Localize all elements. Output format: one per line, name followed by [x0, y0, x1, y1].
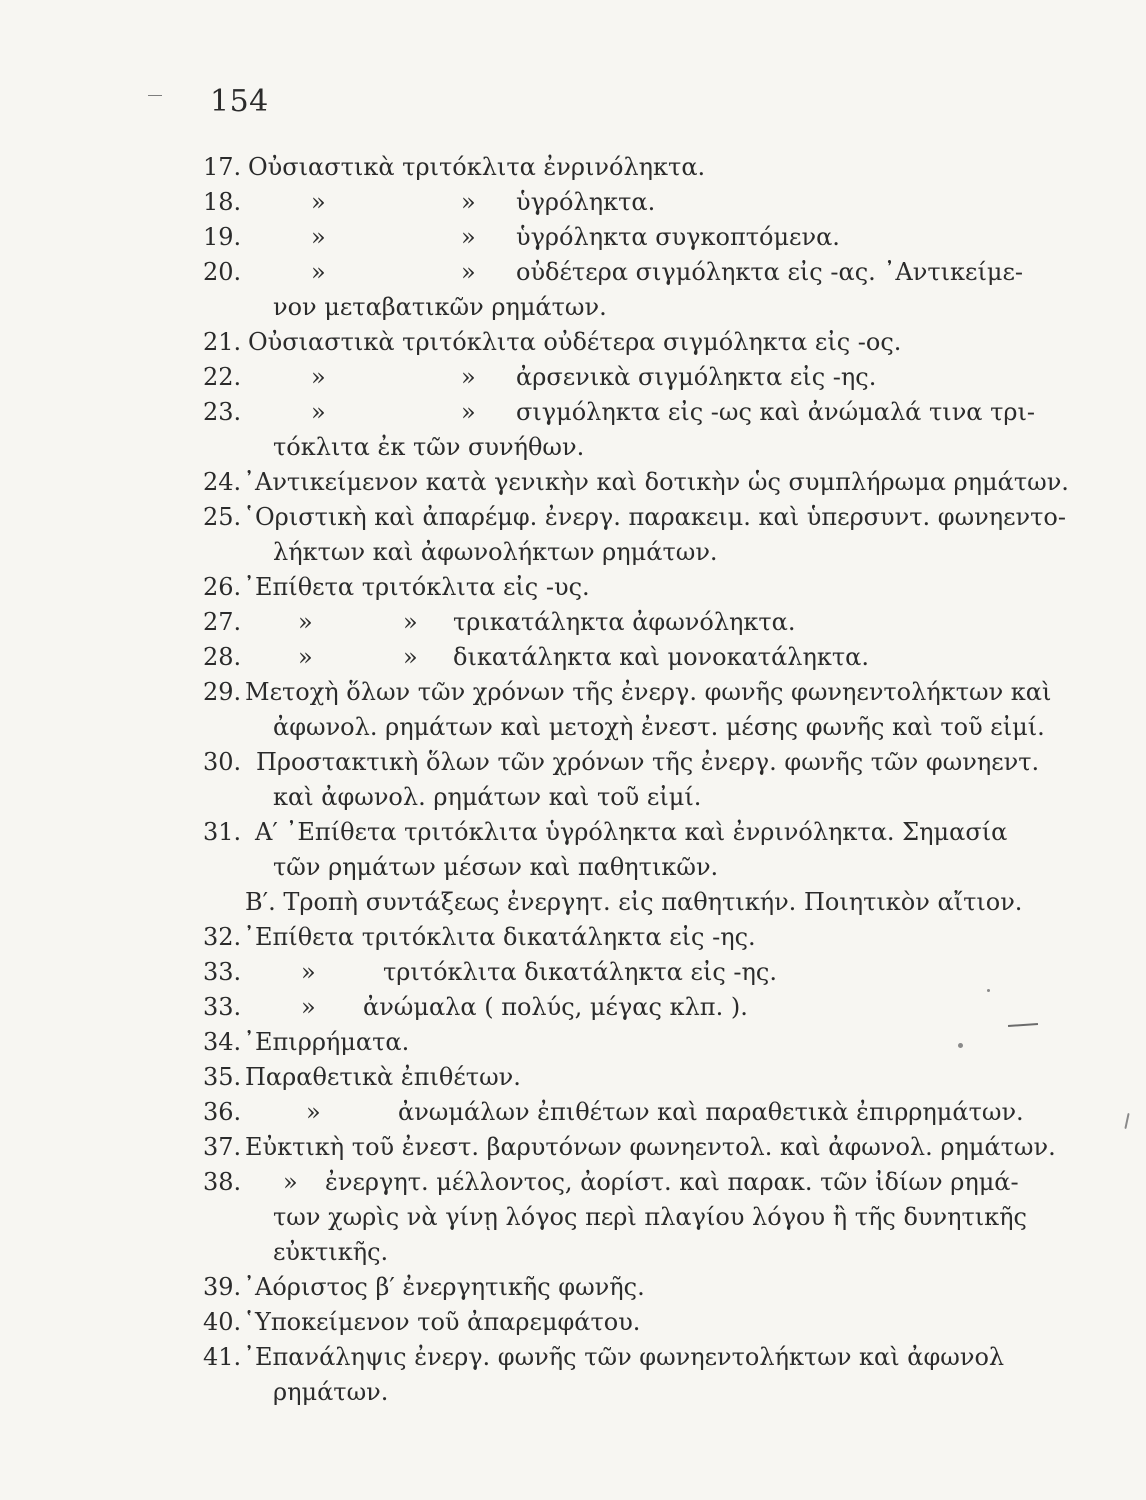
entry-text: σιγμόληκτα εἰς -ως καὶ ἀνώμαλά τινα τρι-	[516, 398, 1036, 426]
entry-23-continuation	[203, 430, 1083, 465]
entry-text: δικατάληκτα καὶ μονοκατάληκτα.	[453, 643, 869, 671]
entry-number: 21.	[203, 328, 242, 356]
entry-19	[203, 220, 1083, 255]
entry-text: ἀρσενικὰ σιγμόληκτα εἰς -ης.	[516, 363, 877, 391]
entry-number: 27.	[203, 608, 242, 636]
entry-number: 17.	[203, 153, 242, 181]
entry-text: ῾Οριστικὴ καὶ ἀπαρέμφ. ἐνεργ. παρακειμ. καὶ ὑπερσυντ. φωνηεντο-	[243, 503, 1066, 531]
entry-23	[203, 395, 1083, 430]
entry-number: 35.	[203, 1063, 242, 1091]
entry-17	[203, 150, 1083, 185]
ditto-mark: »	[298, 608, 313, 636]
entry-number: 22.	[203, 363, 242, 391]
entry-continuation: καὶ ἀφωνολ. ρημάτων καὶ τοῦ εἰμί.	[273, 783, 702, 811]
entry-text: ῾Υποκείμενον τοῦ ἀπαρεμφάτου.	[243, 1308, 641, 1336]
entry-number: 40.	[203, 1308, 242, 1336]
entry-20-continuation	[203, 290, 1083, 325]
entry-continuation: νον μεταβατικῶν ρημάτων.	[273, 293, 607, 321]
page-number: 154	[210, 84, 269, 119]
entry-number: 28.	[203, 643, 242, 671]
ditto-mark: »	[461, 188, 476, 216]
entry-text: ὑγρόληκτα.	[516, 188, 656, 216]
ditto-mark: »	[298, 643, 313, 671]
entry-text: Προστακτικὴ ὅλων τῶν χρόνων τῆς ἐνεργ. φωνῆς τῶν φωνηεντ.	[256, 748, 1040, 776]
entry-text: Α′ ᾿Επίθετα τριτόκλιτα ὑγρόληκτα καὶ ἐνρινόληκτα. Σημασία	[255, 818, 1008, 846]
entry-number: 38.	[203, 1168, 242, 1196]
entry-text: Οὐσιαστικὰ τριτόκλιτα ἐνρινόληκτα.	[248, 153, 706, 181]
entry-number: 39.	[203, 1273, 242, 1301]
entry-29	[203, 675, 1083, 710]
ditto-mark: »	[461, 363, 476, 391]
entry-30-continuation	[203, 780, 1083, 815]
entry-28	[203, 640, 1083, 675]
ditto-mark: »	[461, 398, 476, 426]
entry-31-continuation	[203, 850, 1083, 885]
entry-21	[203, 325, 1083, 360]
entry-31	[203, 815, 1083, 850]
entry-text: Μετοχὴ ὅλων τῶν χρόνων τῆς ἐνεργ. φωνῆς φωνηεντολήκτων καὶ	[245, 678, 1052, 706]
entry-continuation: των χωρὶς νὰ γίνῃ λόγος περὶ πλαγίου λόγου ἢ τῆς δυνητικῆς	[273, 1203, 1027, 1231]
ditto-mark: »	[403, 643, 418, 671]
entry-text: οὐδέτερα σιγμόληκτα εἰς -ας. ᾿Αντικείμε-	[516, 258, 1023, 286]
entry-number: 32.	[203, 923, 242, 951]
ditto-mark: »	[306, 1098, 321, 1126]
entry-40	[203, 1305, 1083, 1340]
entry-text: Β′. Τροπὴ συντάξεως ἐνεργητ. εἰς παθητικήν. Ποιητικὸν αἴτιον.	[245, 888, 1023, 916]
ditto-mark: »	[311, 258, 326, 286]
entry-34	[203, 1025, 1083, 1060]
entry-number: 18.	[203, 188, 242, 216]
entry-18	[203, 185, 1083, 220]
table-of-contents	[203, 150, 1083, 1410]
entry-text: Παραθετικὰ ἐπιθέτων.	[245, 1063, 521, 1091]
entry-27	[203, 605, 1083, 640]
scan-dot	[1124, 1113, 1129, 1129]
ditto-mark: »	[301, 958, 316, 986]
entry-38	[203, 1165, 1083, 1200]
entry-25-continuation	[203, 535, 1083, 570]
entry-text: ᾿Αόριστος β′ ἐνεργητικῆς φωνῆς.	[243, 1273, 645, 1301]
entry-text: τρικατάληκτα ἀφωνόληκτα.	[453, 608, 796, 636]
ditto-mark: »	[283, 1168, 298, 1196]
entry-text: ᾿Επανάληψις ἐνεργ. φωνῆς τῶν φωνηεντολήκτων καὶ ἀφωνολ	[243, 1343, 1005, 1371]
entry-text: ἀνώμαλα ( πολύς, μέγας κλπ. ).	[363, 993, 748, 1021]
entry-number: 24.	[203, 468, 242, 496]
ditto-mark: »	[301, 993, 316, 1021]
entry-number: 23.	[203, 398, 242, 426]
entry-31-b	[203, 885, 1083, 920]
entry-37	[203, 1130, 1083, 1165]
entry-text: ἐνεργητ. μέλλοντος, ἀορίστ. καὶ παρακ. τῶν ἰδίων ρημά-	[325, 1168, 1019, 1196]
entry-continuation: λήκτων καὶ ἀφωνολήκτων ρημάτων.	[273, 538, 718, 566]
entry-number: 41.	[203, 1343, 242, 1371]
entry-continuation: εὐκτικῆς.	[273, 1238, 389, 1266]
entry-38-continuation	[203, 1200, 1083, 1235]
entry-26	[203, 570, 1083, 605]
entry-number: 33.	[203, 993, 242, 1021]
entry-continuation: ρημάτων.	[273, 1378, 389, 1406]
entry-39	[203, 1270, 1083, 1305]
entry-text: Εὐκτικὴ τοῦ ἐνεστ. βαρυτόνων φωνηεντολ. καὶ ἀφωνολ. ρημάτων.	[245, 1133, 1056, 1161]
entry-number: 29.	[203, 678, 242, 706]
entry-continuation: ἀφωνολ. ρημάτων καὶ μετοχὴ ἐνεστ. μέσης φωνῆς καὶ τοῦ εἰμί.	[273, 713, 1045, 741]
ditto-mark: »	[311, 223, 326, 251]
entry-number: 37.	[203, 1133, 242, 1161]
entry-continuation: τῶν ρημάτων μέσων καὶ παθητικῶν.	[273, 853, 719, 881]
scan-mark	[148, 95, 162, 96]
entry-32	[203, 920, 1083, 955]
entry-number: 34.	[203, 1028, 242, 1056]
ditto-mark: »	[311, 188, 326, 216]
entry-22	[203, 360, 1083, 395]
entry-number: 31.	[203, 818, 242, 846]
ditto-mark: »	[311, 398, 326, 426]
entry-number: 26.	[203, 573, 242, 601]
entry-text: ἀνωμάλων ἐπιθέτων καὶ παραθετικὰ ἐπιρρημάτων.	[398, 1098, 1024, 1126]
entry-29-continuation	[203, 710, 1083, 745]
ditto-mark: »	[461, 223, 476, 251]
entry-24	[203, 465, 1083, 500]
entry-text: ᾿Αντικείμενον κατὰ γενικὴν καὶ δοτικὴν ὡς συμπλήρωμα ρημάτων.	[243, 468, 1069, 496]
entry-41	[203, 1340, 1083, 1375]
entry-text: ᾿Επιρρήματα.	[243, 1028, 410, 1056]
entry-number: 30.	[203, 748, 242, 776]
entry-33-a	[203, 955, 1083, 990]
entry-20	[203, 255, 1083, 290]
entry-text: ᾿Επίθετα τριτόκλιτα δικατάληκτα εἰς -ης.	[243, 923, 756, 951]
entry-number: 36.	[203, 1098, 242, 1126]
entry-number: 33.	[203, 958, 242, 986]
entry-36	[203, 1095, 1083, 1130]
entry-35	[203, 1060, 1083, 1095]
entry-text: Οὐσιαστικὰ τριτόκλιτα οὐδέτερα σιγμόληκτα εἰς -ος.	[248, 328, 902, 356]
entry-41-continuation	[203, 1375, 1083, 1410]
ditto-mark: »	[461, 258, 476, 286]
entry-30	[203, 745, 1083, 780]
entry-continuation: τόκλιτα ἐκ τῶν συνήθων.	[273, 433, 585, 461]
ditto-mark: »	[311, 363, 326, 391]
entry-number: 20.	[203, 258, 242, 286]
entry-25	[203, 500, 1083, 535]
entry-number: 19.	[203, 223, 242, 251]
entry-text: ᾿Επίθετα τριτόκλιτα εἰς -υς.	[243, 573, 590, 601]
entry-38-continuation-2	[203, 1235, 1083, 1270]
entry-number: 25.	[203, 503, 242, 531]
entry-text: τριτόκλιτα δικατάληκτα εἰς -ης.	[383, 958, 777, 986]
ditto-mark: »	[403, 608, 418, 636]
entry-33-b	[203, 990, 1083, 1025]
entry-text: ὑγρόληκτα συγκοπτόμενα.	[516, 223, 840, 251]
